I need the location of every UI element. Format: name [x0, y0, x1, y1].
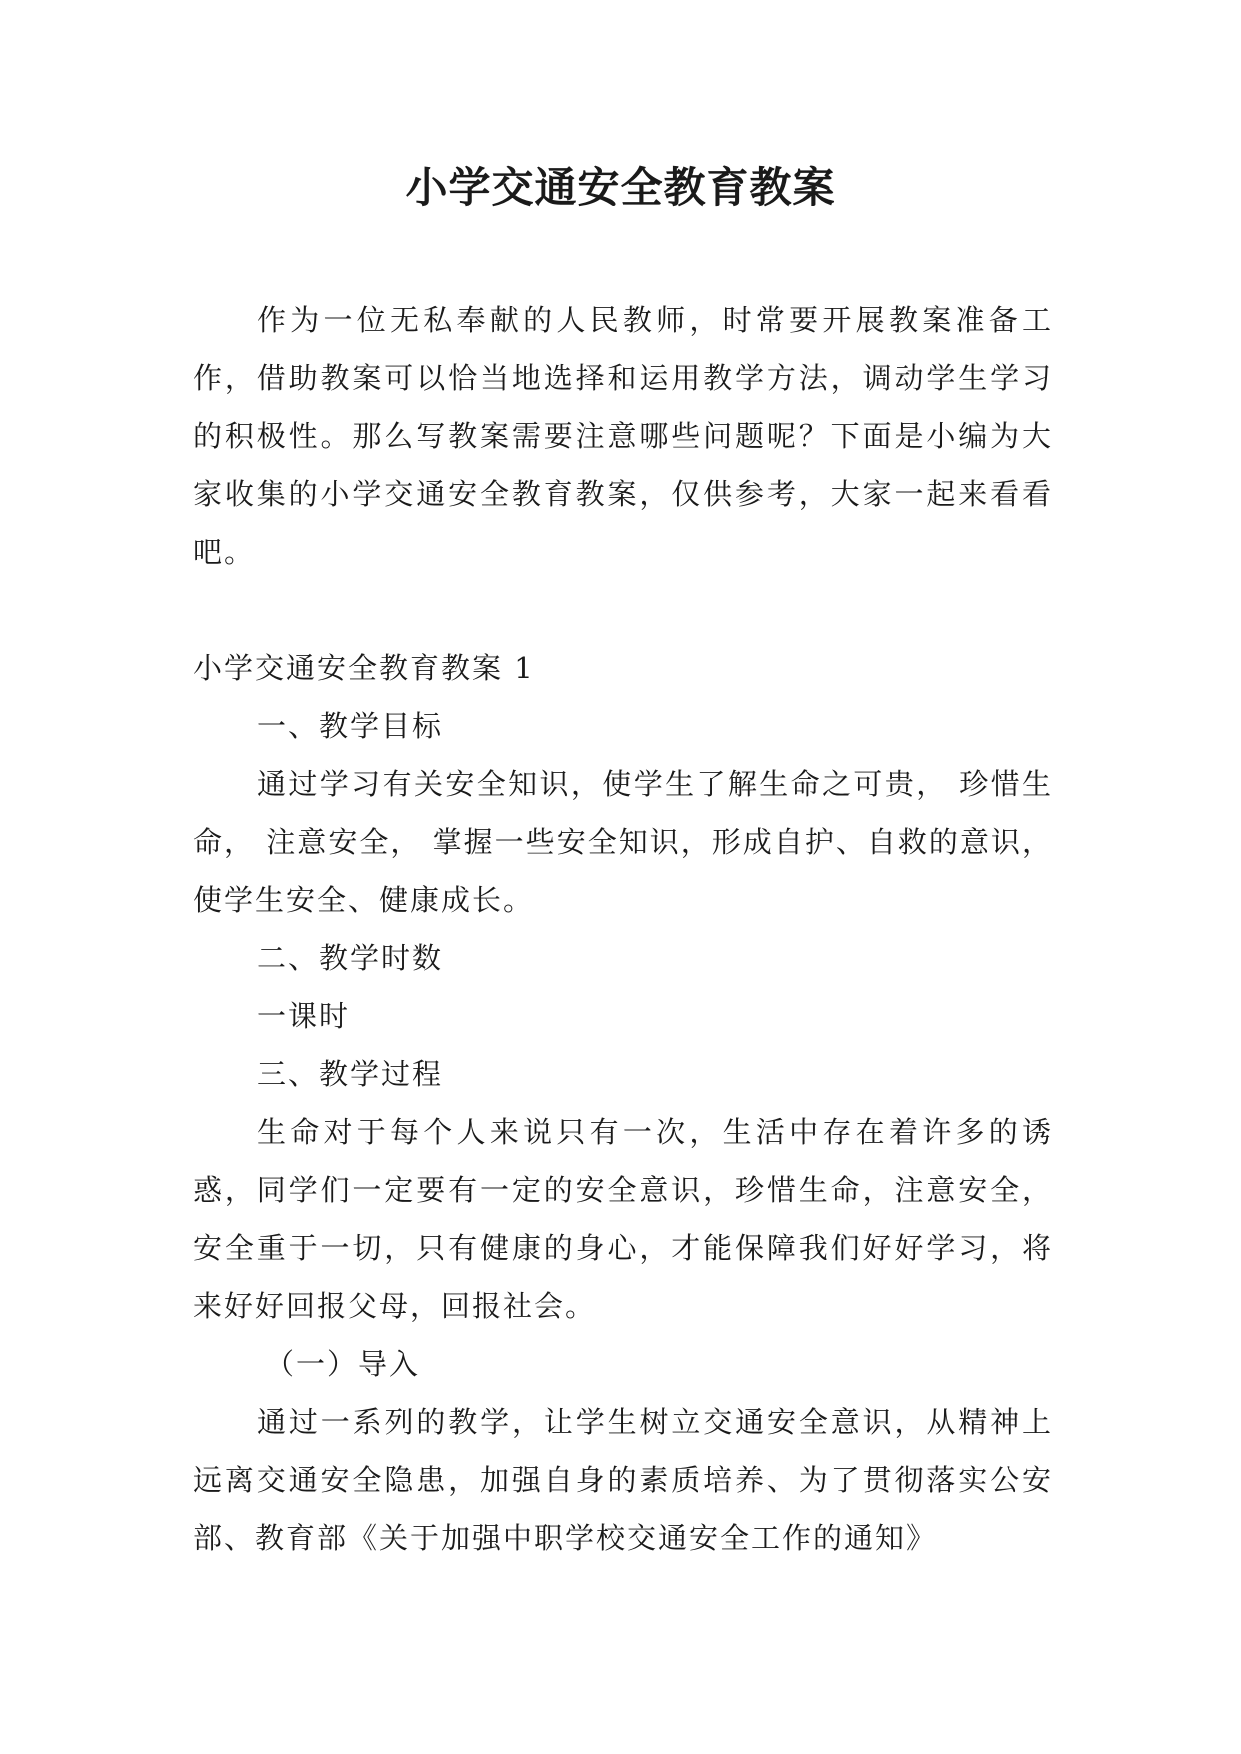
- introduction-paragraph: 通过一系列的教学，让学生树立交通安全意识，从精神上远离交通安全隐患，加强自身的素质培养、为了贯彻落实公安部、教育部《关于加强中职学校交通安全工作的通知》: [193, 1405, 1053, 1555]
- document-title: 小学交通安全教育教案: [405, 163, 836, 212]
- teaching-process-paragraph: 生命对于每个人来说只有一次，生活中存在着许多的诱惑，同学们一定要有一定的安全意识，珍惜生命，注意安全，安全重于一切，只有健康的身心，才能保障我们好好学习，将来好好回报父母，回报社会。: [193, 1115, 1053, 1323]
- lesson-hours-text: 一课时: [257, 999, 351, 1033]
- heading-teaching-goals: 一、教学目标: [257, 709, 444, 743]
- section-title: 小学交通安全教育教案 1: [193, 651, 535, 685]
- spacer: [193, 581, 1053, 639]
- document-body: [193, 291, 1053, 1567]
- intro-paragraph: 作为一位无私奉献的人民教师，时常要开展教案准备工作，借助教案可以恰当地选择和运用教学方法，调动学生学习的积极性。那么写教案需要注意哪些问题呢？下面是小编为大家收集的小学交通安全教育教案，仅供参考，大家一起来看看吧。: [193, 303, 1053, 569]
- teaching-goals-paragraph: 通过学习有关安全知识，使学生了解生命之可贵， 珍惜生命， 注意安全， 掌握一些安全知识，形成自护、自救的意识，使学生安全、健康成长。: [193, 767, 1053, 917]
- heading-teaching-hours: 二、教学时数: [257, 941, 444, 975]
- heading-teaching-process: 三、教学过程: [257, 1057, 444, 1091]
- subheading-introduction: （一）导入: [265, 1347, 421, 1381]
